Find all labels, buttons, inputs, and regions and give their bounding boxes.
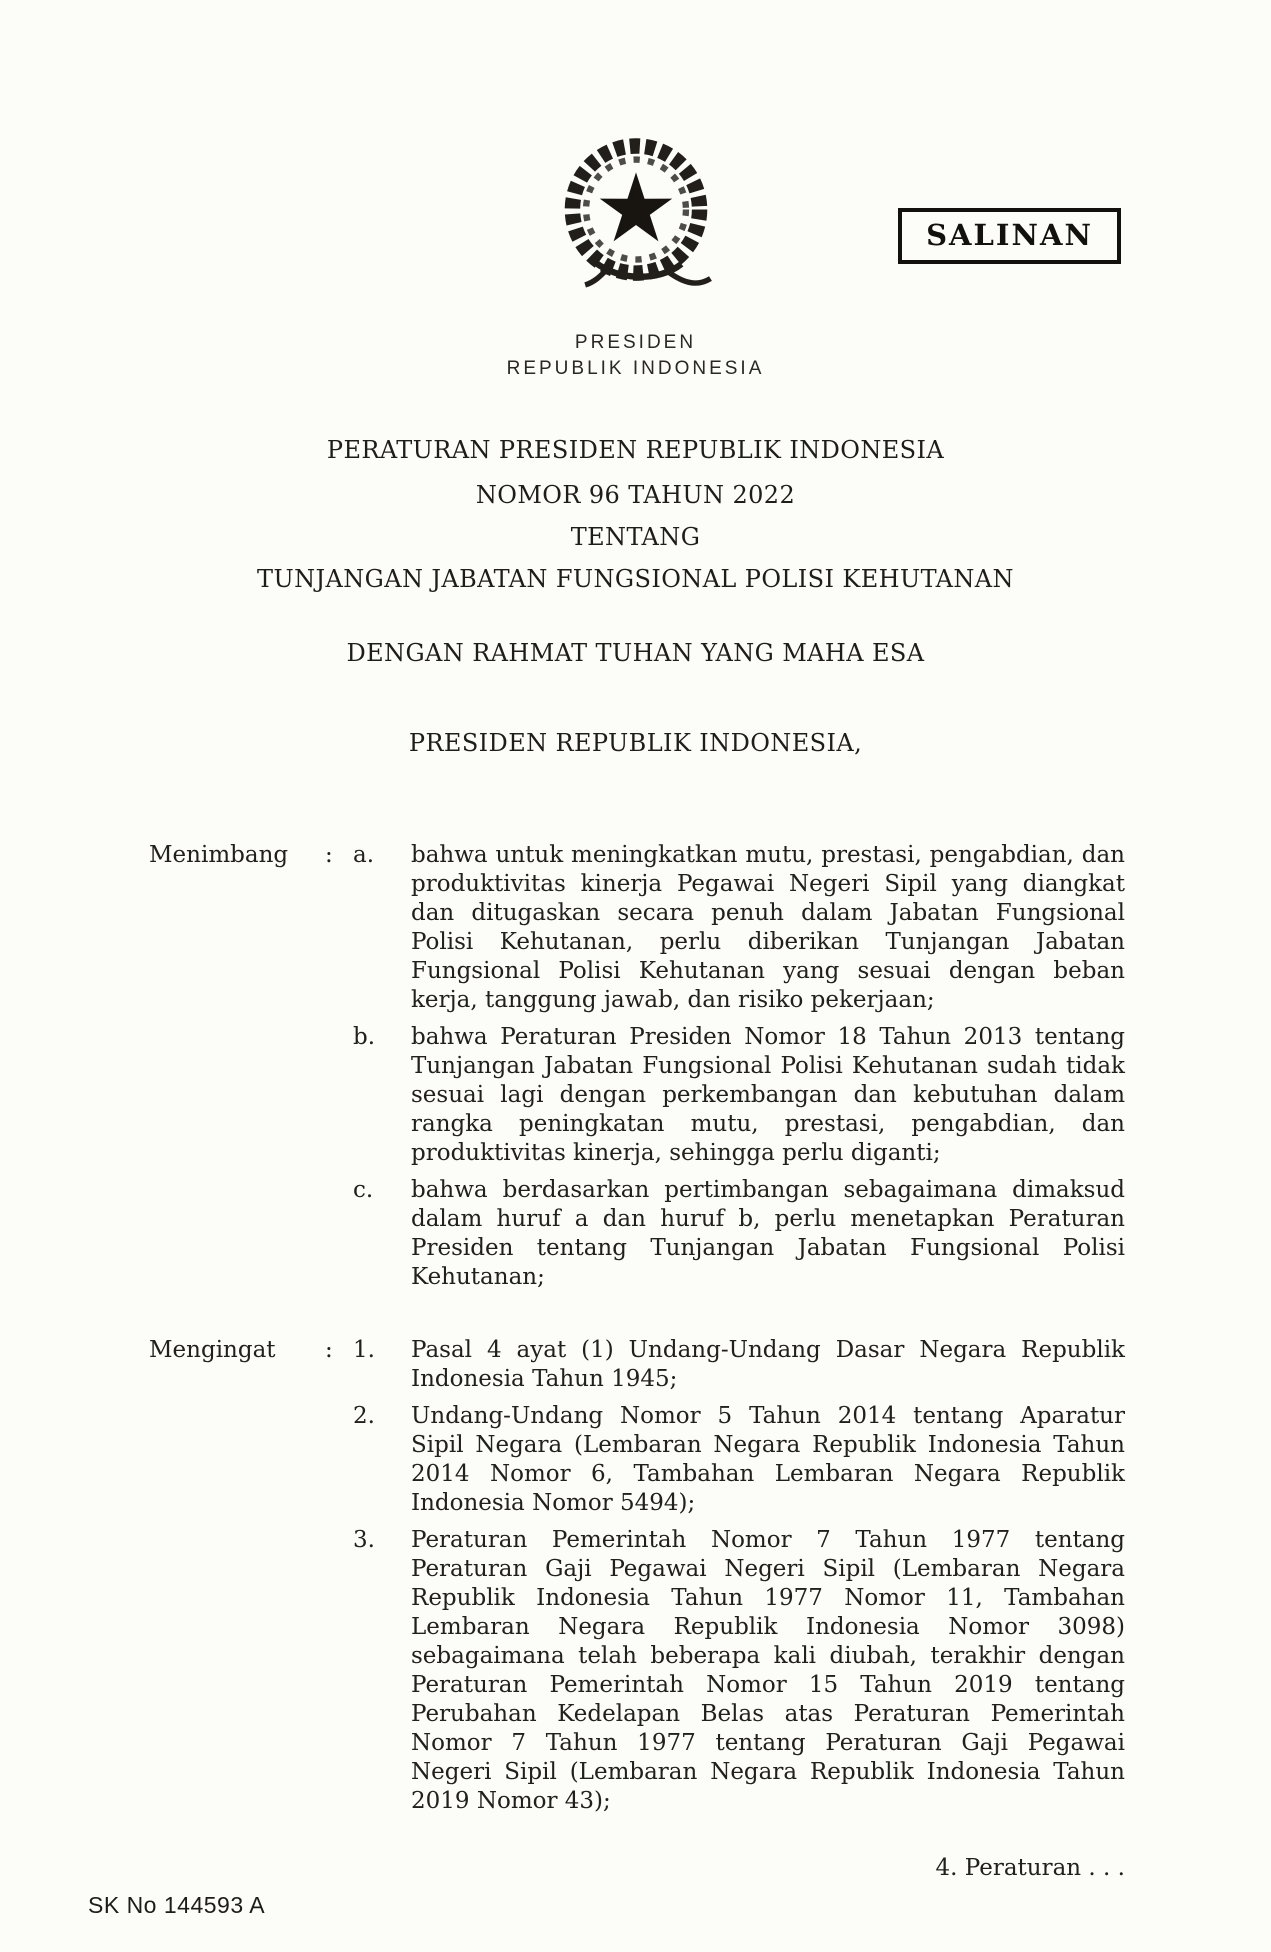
menimbang-item-c — [353, 1176, 1125, 1292]
item-marker: 2. — [353, 1403, 375, 1429]
menimbang-colon: : — [325, 842, 333, 868]
menimbang-section — [149, 841, 1125, 1292]
mengingat-section — [149, 1336, 1125, 1816]
item-marker: a. — [353, 842, 375, 868]
sk-number: SK No 144593 A — [88, 1892, 266, 1918]
item-marker: b. — [353, 1024, 376, 1050]
state-emblem-icon — [545, 126, 727, 304]
issuer-salutation: PRESIDEN REPUBLIK INDONESIA, — [408, 729, 863, 757]
mengingat-item-2 — [353, 1402, 1125, 1518]
mengingat-colon: : — [325, 1337, 333, 1363]
menimbang-item-a — [353, 841, 1125, 1015]
item-text: bahwa berdasarkan pertimbangan sebagaimana dimaksud dalam huruf a dan huruf b, perlu menetapkan Peraturan Presiden tentang Tunjangan Jabatan Fungsional Polisi Kehutanan; — [411, 1177, 1125, 1290]
item-text: Pasal 4 ayat (1) Undang-Undang Dasar Negara Republik Indonesia Tahun 1945; — [411, 1337, 1125, 1392]
item-marker: 3. — [353, 1527, 375, 1553]
item-marker: 1. — [353, 1337, 375, 1363]
item-text: bahwa untuk meningkatkan mutu, prestasi, pengabdian, dan produktivitas kinerja Pegawai Negeri Sipil yang diangkat dan ditugaskan secara penuh dalam Jabatan Fungsional Polisi Kehutanan, perlu diberikan Tunjangan Jabatan Fungsional Polisi Kehutanan yang sesuai dengan beban kerja, tanggung jawab, dan risiko pekerjaan; — [411, 842, 1125, 1013]
doc-number-line: NOMOR 96 TAHUN 2022 — [475, 481, 796, 509]
salinan-stamp: SALINAN — [898, 208, 1121, 264]
letterhead-republik-indonesia: REPUBLIK INDONESIA — [506, 358, 765, 379]
mengingat-items — [353, 1336, 1125, 1816]
item-marker: c. — [353, 1177, 374, 1203]
mengingat-item-3 — [353, 1526, 1125, 1816]
document-header — [0, 0, 1271, 304]
preamble-invocation: DENGAN RAHMAT TUHAN YANG MAHA ESA — [346, 639, 925, 667]
letterhead-presiden: PRESIDEN — [574, 332, 697, 353]
title-block — [0, 434, 1271, 759]
continuation-catchword: 4. Peraturan . . . — [935, 1855, 1125, 1881]
mengingat-item-1 — [353, 1336, 1125, 1394]
menimbang-item-b — [353, 1023, 1125, 1168]
mengingat-label: Mengingat — [149, 1337, 276, 1363]
item-text: Peraturan Pemerintah Nomor 7 Tahun 1977 tentang Peraturan Gaji Pegawai Negeri Sipil (Lembaran Negara Republik Indonesia Tahun 1977 Nomor 11, Tambahan Lembaran Negara Republik Indonesia Nomor 3098) sebagaimana telah beberapa kali diubah, terakhir dengan Peraturan Pemerintah Nomor 15 Tahun 2019 tentang Perubahan Kedelapan Belas atas Peraturan Pemerintah Nomor 7 Tahun 1977 tentang Peraturan Gaji Pegawai Negeri Sipil (Lembaran Negara Republik Indonesia Tahun 2019 Nomor 43); — [411, 1527, 1125, 1814]
item-text: Undang-Undang Nomor 5 Tahun 2014 tentang Aparatur Sipil Negara (Lembaran Negara Republik Indonesia Tahun 2014 Nomor 6, Tambahan Lembaran Negara Republik Indonesia Nomor 5494); — [411, 1403, 1125, 1516]
menimbang-label: Menimbang — [149, 842, 289, 868]
item-text: bahwa Peraturan Presiden Nomor 18 Tahun 2013 tentang Tunjangan Jabatan Fungsional Polisi Kehutanan sudah tidak sesuai lagi dengan perkembangan dan kebutuhan dalam rangka peningkatan mutu, prestasi, pengabdian, dan produktivitas kinerja, sehingga perlu diganti; — [411, 1024, 1125, 1166]
document-body — [0, 841, 1271, 1816]
doc-title: PERATURAN PRESIDEN REPUBLIK INDONESIA — [326, 436, 945, 464]
doc-subject: TUNJANGAN JABATAN FUNGSIONAL POLISI KEHUTANAN — [257, 565, 1014, 593]
letterhead — [0, 330, 1271, 382]
menimbang-items — [353, 841, 1125, 1292]
doc-tentang-label: TENTANG — [570, 523, 701, 551]
